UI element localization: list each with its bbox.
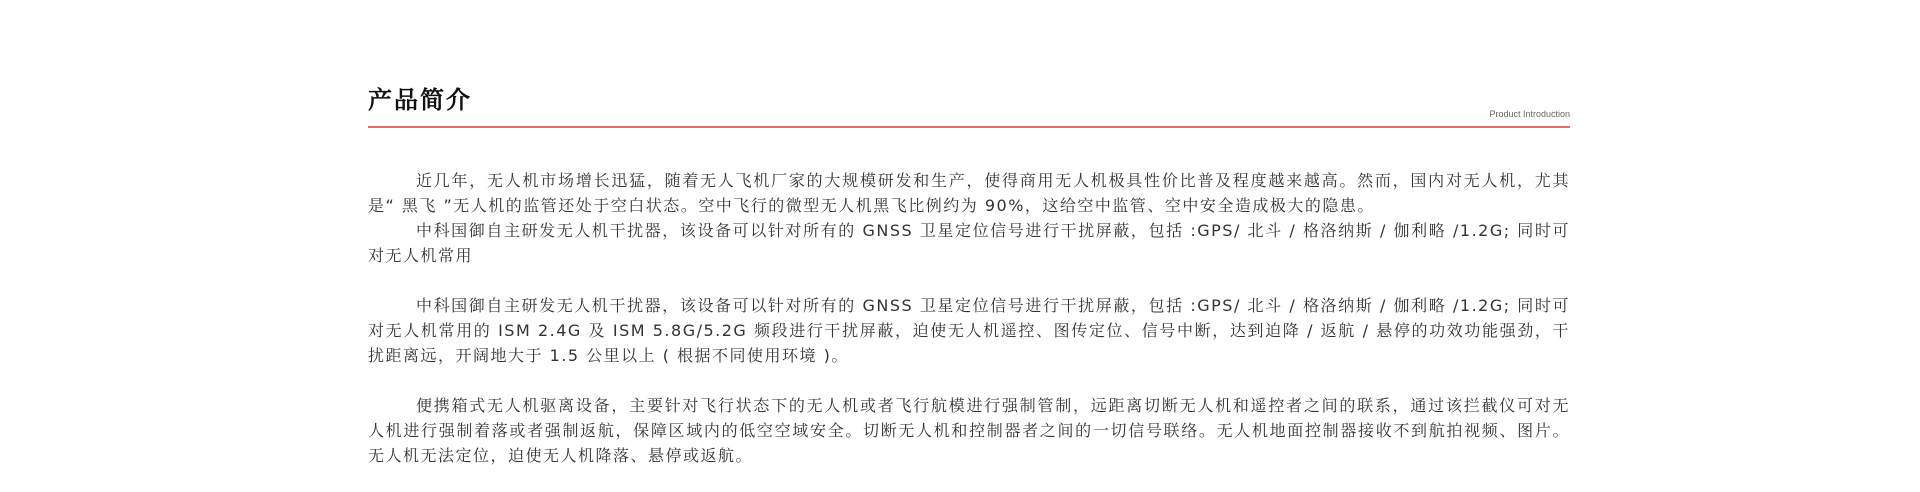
section-subtitle: Product Introduction xyxy=(1489,109,1570,119)
intro-paragraph-1: 近几年，无人机市场增长迅猛，随着无人飞机厂家的大规模研发和生产，使得商用无人机极具性价比普及程度越来越高。然而，国内对无人机，尤其是“ 黑飞 ”无人机的监管还处于空白状态。空中飞行的微型无人机黑飞比例约为 90%，这给空中监管、空中安全造成极大的隐患。 xyxy=(368,171,1570,215)
paragraph-spacer xyxy=(368,368,1570,393)
intro-paragraph-2: 中科国御自主研发无人机干扰器，该设备可以针对所有的 GNSS 卫星定位信号进行干扰屏蔽，包括 :GPS/ 北斗 / 格洛纳斯 / 伽利略 /1.2G; 同时可对无人机常用 xyxy=(368,221,1570,265)
product-intro-section xyxy=(368,82,1570,465)
intro-paragraph-4: 便携箱式无人机驱离设备，主要针对飞行状态下的无人机或者飞行航模进行强制管制，远距离切断无人机和遥控者之间的联系，通过该拦截仪可对无人机进行强制着落或者强制返航，保障区域内的低空空域安全。切断无人机和控制器者之间的一切信号联络。无人机地面控制器接收不到航拍视频、图片。无人机无法定位，迫使无人机降落、悬停或返航。 xyxy=(368,396,1570,465)
section-header xyxy=(368,82,1570,122)
intro-paragraph-3: 中科国御自主研发无人机干扰器，该设备可以针对所有的 GNSS 卫星定位信号进行干扰屏蔽，包括 :GPS/ 北斗 / 格洛纳斯 / 伽利略 /1.2G; 同时可对无人机常用的 ISM 2.4G 及 ISM 5.8G/5.2G 频段进行干扰屏蔽，迫使无人机遥控、图传定位、信号中断，达到迫降 / 返航 / 悬停的功效功能强劲，干扰距离远，开阔地大于 1.5 公里以上 ( 根据不同使用环境 )。 xyxy=(368,296,1570,365)
section-title: 产品简介 xyxy=(368,86,472,114)
paragraph-spacer xyxy=(368,268,1570,293)
header-divider xyxy=(368,126,1570,128)
intro-body xyxy=(368,168,1570,468)
